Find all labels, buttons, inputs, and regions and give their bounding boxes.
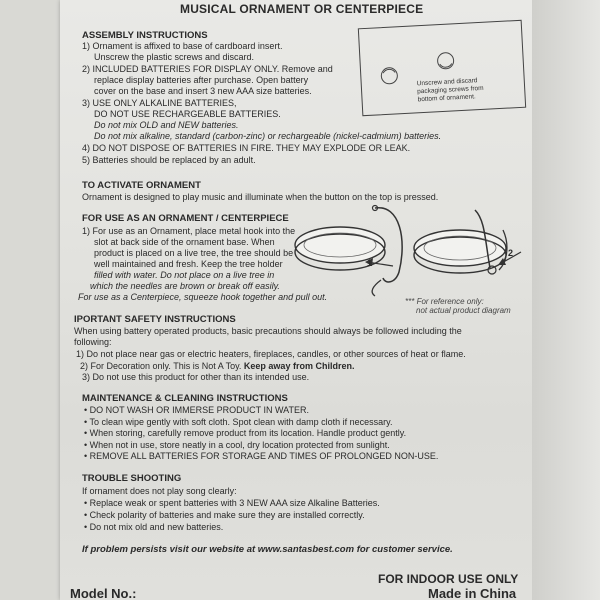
activate-heading: TO ACTIVATE ORNAMENT [82, 180, 201, 191]
assembly-line: Unscrew the plastic screws and discard. [94, 52, 255, 62]
screw-diagram [358, 20, 526, 116]
assembly-line: DO NOT USE RECHARGEABLE BATTERIES. [94, 109, 281, 119]
reference-note: not actual product diagram [416, 306, 511, 315]
use-line: well maintained and fresh. Keep the tree holder [94, 259, 283, 269]
safety-line [80, 361, 354, 371]
maintenance-heading: MAINTENANCE & CLEANING INSTRUCTIONS [82, 393, 288, 404]
indoor-use-label: FOR INDOOR USE ONLY [378, 572, 519, 586]
assembly-line: 1) Ornament is affixed to base of cardboard insert. [82, 41, 283, 51]
hook-diagram [285, 200, 525, 305]
assembly-line: 4) DO NOT DISPOSE OF BATTERIES IN FIRE. THEY MAY EXPLODE OR LEAK. [82, 143, 411, 153]
trouble-line: • Do not mix old and new batteries. [84, 522, 224, 532]
page-title: MUSICAL ORNAMENT OR CENTERPIECE [180, 2, 424, 16]
maintenance-line: • DO NOT WASH OR IMMERSE PRODUCT IN WATER. [84, 405, 309, 415]
assembly-line: 2) INCLUDED BATTERIES FOR DISPLAY ONLY. Remove and [82, 64, 333, 74]
background-edge [532, 0, 600, 600]
trouble-line: • Check polarity of batteries and make sure they are installed correctly. [84, 510, 365, 520]
use-line: filled with water. Do not place on a live tree in [94, 270, 275, 280]
maintenance-line: • When storing, carefully remove product from its location. Handle product gently. [84, 428, 407, 438]
use-line: 1) For use as an Ornament, place metal hook into the [82, 226, 296, 236]
use-line: For use as a Centerpiece, squeeze hook together and pull out. [78, 292, 328, 302]
assembly-line: Do not mix alkaline, standard (carbon-zinc) or rechargeable (nickel-cadmium) batteries. [94, 131, 442, 141]
use-line: slot at back side of the ornament base. When [94, 237, 275, 247]
safety-line: following: [74, 337, 112, 347]
reference-note: *** For reference only: [405, 297, 484, 306]
arrow-1-label: 1 [367, 258, 373, 268]
website-note: If problem persists visit our website at www.santasbest.com for customer service. [82, 544, 453, 555]
figure-caption: packaging screws from [417, 84, 484, 96]
model-number-label: Model No.: [70, 586, 137, 600]
keep-away-warning: Keep away from Children. [243, 361, 355, 371]
use-line: product is placed on a live tree, the tree should be [94, 248, 294, 258]
made-in-label: Made in China [428, 586, 517, 600]
maintenance-line: • REMOVE ALL BATTERIES FOR STORAGE AND TIMES OF PROLONGED NON-USE. [84, 451, 439, 461]
use-line: which the needles are brown or break off easily. [90, 281, 280, 291]
assembly-line: 5) Batteries should be replaced by an adult. [82, 155, 256, 165]
safety-heading: IPORTANT SAFETY INSTRUCTIONS [74, 314, 236, 325]
safety-line: 3) Do not use this product for other than its intended use. [82, 372, 310, 382]
use-heading: FOR USE AS AN ORNAMENT / CENTERPIECE [82, 213, 289, 224]
assembly-line: replace display batteries after purchase. Open battery [94, 75, 309, 85]
safety-line: When using battery operated products, basic precautions should always be followed including the [74, 326, 462, 336]
assembly-line: 3) USE ONLY ALKALINE BATTERIES, [82, 98, 237, 108]
safety-text: 2) For Decoration only. This is Not A Toy. [80, 361, 242, 371]
activate-text: Ornament is designed to play music and illuminate when the button on the top is pressed. [82, 192, 439, 202]
maintenance-line: • When not in use, store neatly in a cool, dry location protected from sunlight. [84, 440, 390, 450]
trouble-line: If ornament does not play song clearly: [82, 486, 237, 496]
assembly-heading: ASSEMBLY INSTRUCTIONS [82, 30, 208, 41]
maintenance-line: • To clean wipe gently with soft cloth. Spot clean with damp cloth if necessary. [84, 417, 393, 427]
trouble-heading: TROUBLE SHOOTING [82, 473, 182, 484]
arrow-2-label: 2 [508, 248, 514, 258]
assembly-line: cover on the base and insert 3 new AAA size batteries. [94, 86, 312, 96]
safety-line: 1) Do not place near gas or electric heaters, fireplaces, candles, or other sources of heat or flame. [76, 349, 466, 359]
figure-caption: bottom of ornament. [417, 93, 476, 104]
instruction-sheet [60, 0, 532, 600]
assembly-line: Do not mix OLD and NEW batteries. [94, 120, 239, 130]
figure-caption: Unscrew and discard [416, 77, 478, 88]
trouble-line: • Replace weak or spent batteries with 3 NEW AAA size Alkaline Batteries. [84, 498, 380, 508]
